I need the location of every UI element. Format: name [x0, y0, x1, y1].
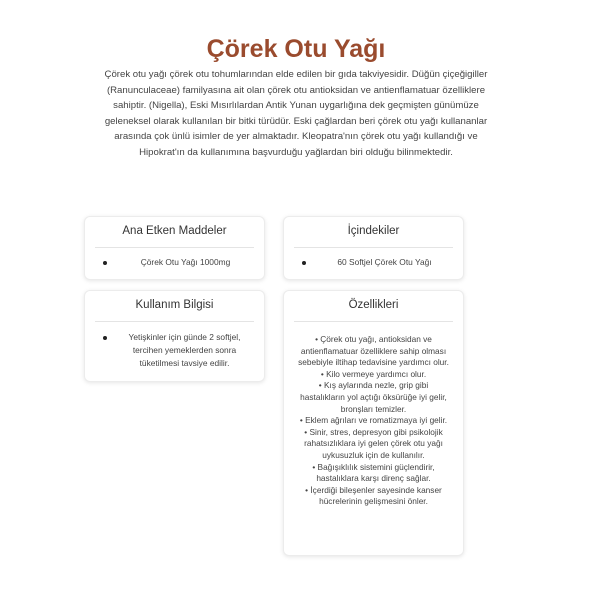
- active-ingredients-card: [84, 216, 265, 280]
- active-ingredient-text: Çörek Otu Yağı 1000mg: [140, 257, 231, 267]
- active-ingredients-title: Ana Etken Maddeler: [95, 217, 254, 248]
- list-item: [85, 256, 264, 269]
- list-item: • Bağışıklılık sistemini güçlendirir, hastalıklara karşı direnç sağlar.: [312, 461, 435, 484]
- contents-card: [283, 216, 464, 280]
- bullet-icon: [103, 261, 107, 265]
- page-title: Çörek Otu Yağı: [206, 35, 386, 63]
- usage-text: Yetişkinler için günde 2 softjel, tercihen yemeklerden sonra tüketilmesi tavsiye edilir.: [128, 332, 241, 368]
- list-item: [85, 331, 264, 370]
- list-item: • Kış aylarında nezle, grip gibi hastalıkların yol açtığı öksürüğe iyi gelir, bronşları temizler.: [300, 380, 447, 414]
- contents-text: 60 Softjel Çörek Otu Yağı: [337, 257, 432, 267]
- list-item: • İçerdiği bileşenler sayesinde kanser hücrelerinin gelişmesini önler.: [305, 484, 442, 507]
- features-list: [284, 322, 463, 508]
- list-item: [284, 256, 463, 269]
- usage-title: Kullanım Bilgisi: [95, 291, 254, 322]
- bullet-icon: [103, 336, 107, 340]
- list-item: • Eklem ağrıları ve romatizmaya iyi gelir.: [299, 415, 448, 426]
- intro-paragraph: Çörek otu yağı çörek otu tohumlarından elde edilen bir gıda takviyesidir. Düğün çiçeğigiller (Ranunculaceae) familyasına ait olan çörek otu antioksidan ve antienflamatuar özelliklere sahiptir. (Nigella), Eski Mısırlılardan Antik Yunan uygarlığına dek geçmişten günümüze geleneksel olarak kullanılan bir bitki türüdür. Eski çağlardan beri çörek otu yağı kullananlar arasında çok ünlü isimler de yer almaktadır. Kleopatra'nın çörek otu yağı kullandığı ve Hipokrat'ın da kullanımına başvurduğu yağlardan biri olduğu bilinmektedir.: [104, 69, 488, 158]
- list-item: • Çörek otu yağı, antioksidan ve antienflamatuar özelliklere sahip olması sebebiyle iltihap tedavisine yardımcı olur.: [298, 334, 449, 368]
- list-item: • Sinir, stres, depresyon gibi psikolojik rahatsızlıklara iyi gelen çörek otu yağı uykusuzluk için de kullanılır.: [304, 426, 443, 460]
- list-item: • Kilo vermeye yardımcı olur.: [320, 368, 427, 379]
- bullet-icon: [302, 261, 306, 265]
- features-card: [283, 290, 464, 556]
- features-title: Özellikleri: [294, 291, 453, 322]
- contents-title: İçindekiler: [294, 217, 453, 248]
- usage-card: [84, 290, 265, 382]
